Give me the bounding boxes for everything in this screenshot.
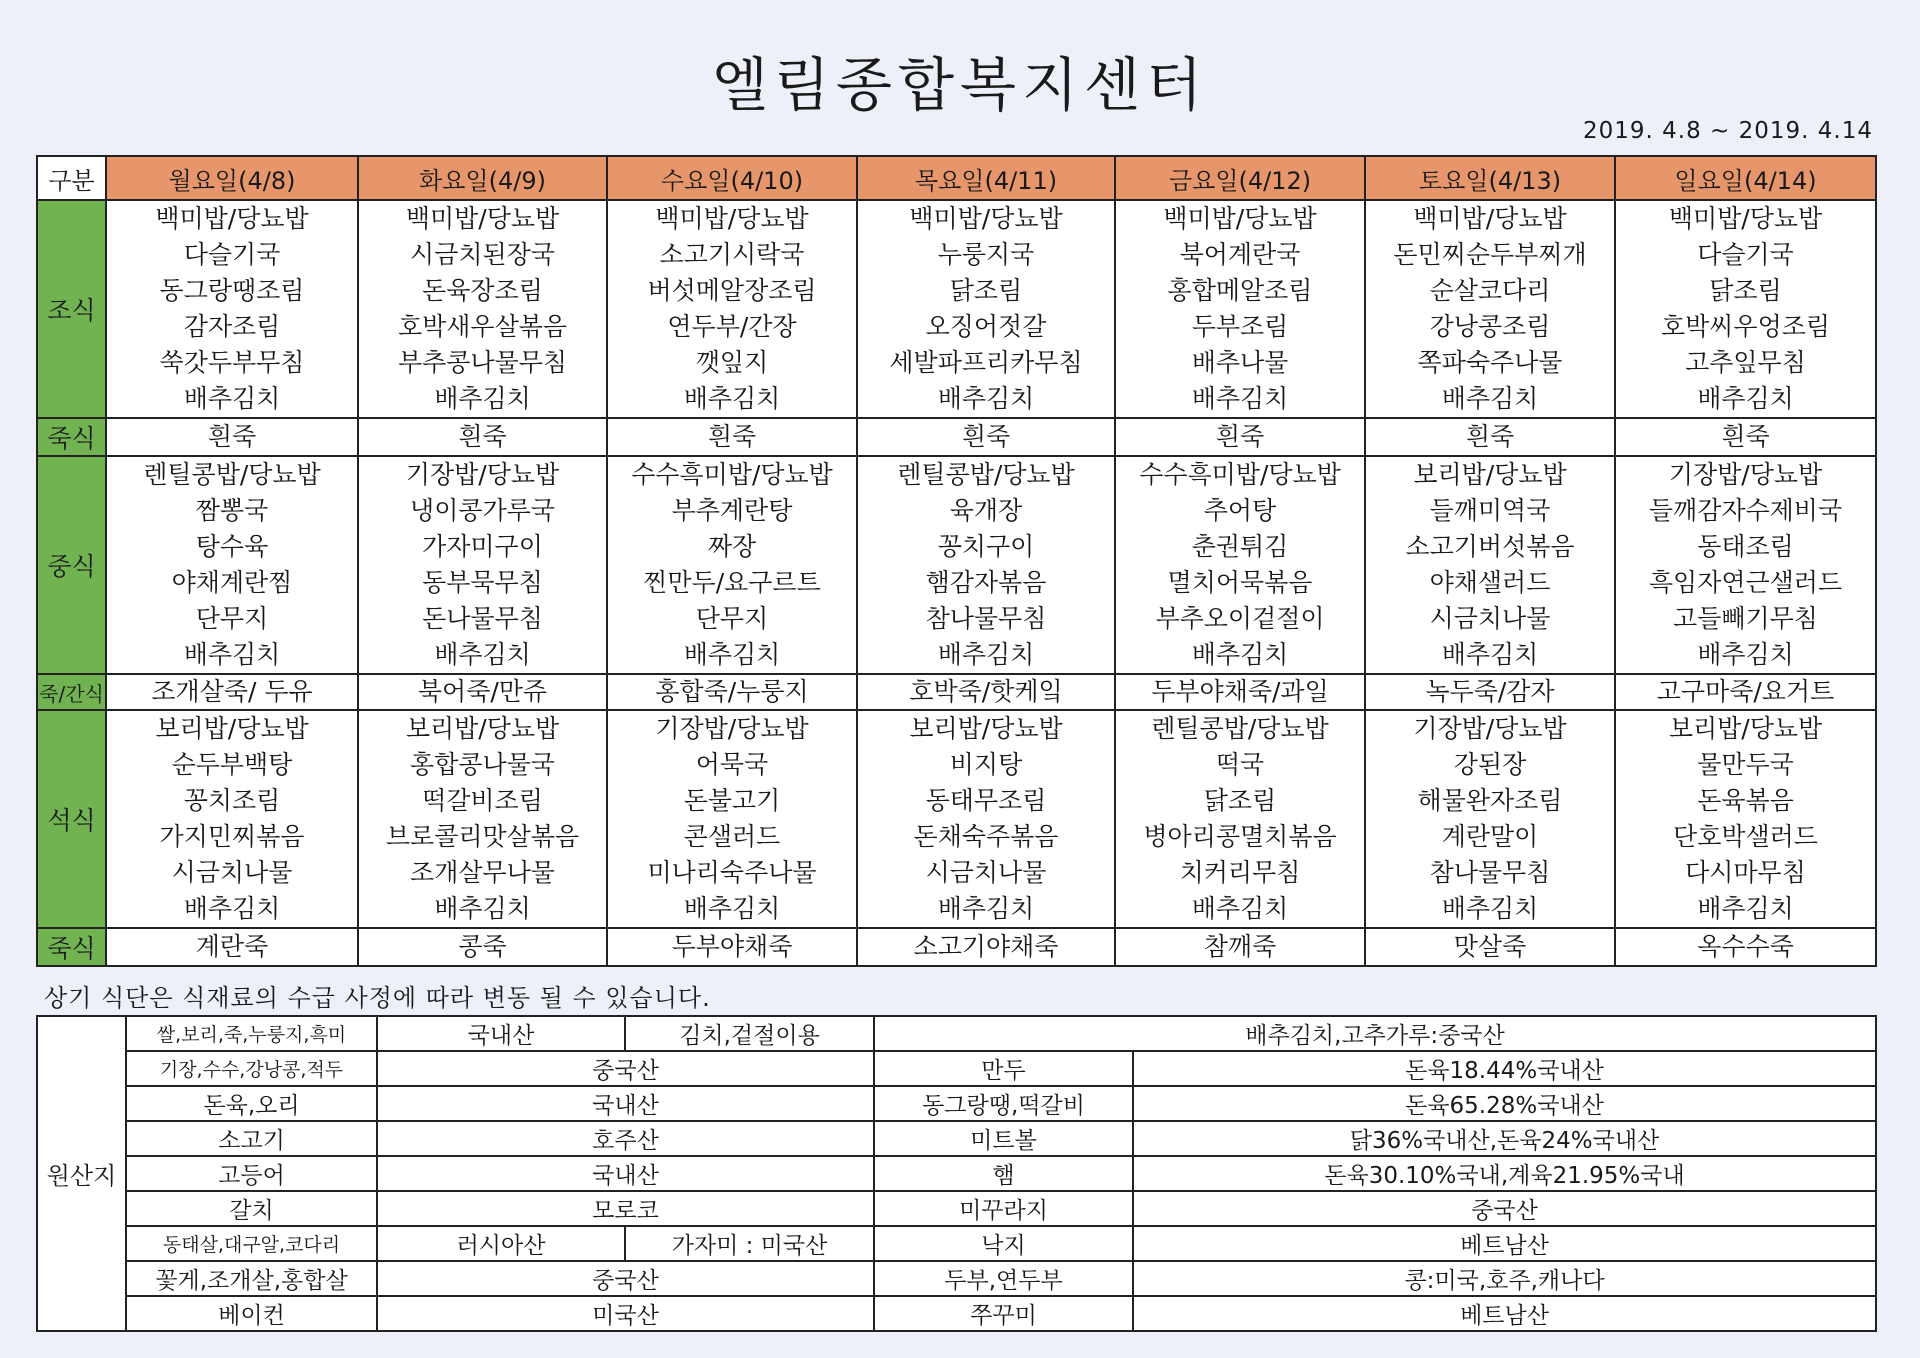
menu-item: 쪽파숙주나물 (1417, 348, 1563, 377)
menu-item: 연두부/간장 (667, 312, 797, 341)
meal-row (37, 928, 1876, 966)
meal-label: 죽식 (37, 418, 106, 456)
notice-text: 상기 식단은 식재료의 수급 사정에 따라 변동 될 수 있습니다. (44, 984, 711, 1012)
menu-item: 치커리무침 (1179, 858, 1301, 887)
menu-item: 기장밥/당뇨밥 (655, 714, 809, 743)
menu-item: 고들빼기무침 (1673, 604, 1818, 633)
page-title: 엘림종합복지센터 (711, 51, 1209, 119)
menu-item: 추어탕 (1203, 496, 1277, 525)
menu-item: 흰죽 (707, 422, 757, 451)
menu-item: 백미밥/당뇨밥 (1163, 204, 1317, 233)
menu-item: 백미밥/당뇨밥 (909, 204, 1063, 233)
menu-item: 닭조림 (1709, 276, 1782, 305)
menu-cell (1365, 928, 1615, 966)
menu-item: 옥수수죽 (1697, 932, 1794, 961)
meal-row (37, 456, 1876, 674)
menu-item: 흰죽 (1465, 422, 1515, 451)
menu-item: 소고기버섯볶음 (1405, 532, 1575, 561)
menu-cell (1365, 200, 1615, 418)
menu-item: 계란말이 (1441, 822, 1539, 851)
menu-item: 배추김치 (1441, 384, 1539, 413)
menu-item: 배추김치 (937, 640, 1035, 669)
menu-item: 흑임자연근샐러드 (1648, 568, 1843, 597)
menu-item: 야채계란찜 (171, 568, 293, 597)
origin-item: 동태살,대구알,코다리 (126, 1226, 377, 1261)
origin-country: 콩:미국,호주,캐나다 (1133, 1261, 1876, 1296)
menu-cell (1615, 200, 1876, 418)
origin-country: 모로코 (377, 1191, 874, 1226)
menu-item: 백미밥/당뇨밥 (1413, 204, 1567, 233)
day-header: 수요일(4/10) (607, 156, 857, 200)
origin-country: 러시아산 (377, 1226, 625, 1261)
menu-item: 들깨미역국 (1429, 496, 1551, 525)
menu-cell (358, 710, 607, 928)
menu-item: 백미밥/당뇨밥 (155, 204, 309, 233)
menu-item: 배추김치 (937, 384, 1035, 413)
origin-row (37, 1016, 1876, 1051)
menu-item: 물만두국 (1697, 750, 1794, 779)
menu-cell (1115, 418, 1365, 456)
menu-item: 배추김치 (183, 640, 281, 669)
menu-cell (1615, 928, 1876, 966)
origin-country: 국내산 (377, 1156, 874, 1191)
menu-item: 깻잎지 (695, 348, 769, 377)
menu-item: 배추김치 (1697, 894, 1794, 923)
date-range: 2019. 4.8 ~ 2019. 4.14 (1583, 118, 1873, 144)
menu-item: 떡갈비조림 (422, 786, 543, 815)
menu-item: 버섯메알장조림 (647, 276, 817, 305)
menu-item: 보리밥/당뇨밥 (909, 714, 1063, 743)
menu-item: 단호박샐러드 (1673, 822, 1818, 851)
menu-item: 부추계란탕 (671, 496, 793, 525)
menu-item: 보리밥/당뇨밥 (405, 714, 560, 743)
menu-item: 찐만두/요구르트 (643, 568, 821, 597)
origin-item: 고등어 (126, 1156, 377, 1191)
menu-item: 백미밥/당뇨밥 (655, 204, 809, 233)
menu-item: 렌틸콩밥/당뇨밥 (897, 460, 1075, 489)
menu-item: 두부야채죽 (671, 932, 793, 961)
menu-item: 홍합콩나물국 (410, 750, 555, 779)
menu-cell (106, 418, 358, 456)
meal-label: 석식 (37, 710, 106, 928)
menu-item: 백미밥/당뇨밥 (1668, 204, 1823, 233)
origin-item: 김치,겉절이용 (625, 1016, 874, 1051)
menu-cell (1115, 456, 1365, 674)
menu-cell (857, 418, 1115, 456)
menu-cell (857, 200, 1115, 418)
origin-item: 쌀,보리,죽,누룽지,흑미 (126, 1016, 377, 1051)
menu-cell (607, 418, 857, 456)
origin-country: 중국산 (377, 1261, 874, 1296)
origin-row (37, 1226, 1876, 1261)
menu-item: 보리밥/당뇨밥 (1413, 460, 1567, 489)
menu-item: 육개장 (949, 496, 1023, 525)
menu-item: 부추콩나물무침 (397, 348, 568, 377)
menu-cell (1615, 674, 1876, 710)
menu-item: 시금치나물 (1429, 604, 1551, 633)
meal-label: 조식 (37, 200, 106, 418)
menu-item: 배추나물 (1191, 348, 1289, 377)
menu-item: 돈불고기 (683, 786, 781, 815)
menu-item: 렌틸콩밥/당뇨밥 (1151, 714, 1329, 743)
menu-item: 부추오이겉절이 (1155, 604, 1325, 633)
menu-item: 누룽지국 (937, 240, 1035, 269)
origin-country: 중국산 (1133, 1191, 1876, 1226)
origin-item: 꽃게,조개살,홍합살 (126, 1261, 377, 1296)
origin-item: 미트볼 (874, 1121, 1133, 1156)
day-header: 토요일(4/13) (1365, 156, 1615, 200)
meal-row (37, 710, 1876, 928)
origin-row (37, 1156, 1876, 1191)
menu-item: 배추김치 (434, 640, 531, 669)
menu-item: 꽁치구이 (937, 532, 1035, 561)
origin-item: 쭈꾸미 (874, 1296, 1133, 1331)
menu-cell (1615, 418, 1876, 456)
menu-item: 고추잎무침 (1685, 348, 1806, 377)
origin-country: 돈육30.10%국내,계육21.95%국내 (1133, 1156, 1876, 1191)
menu-item: 계란죽 (195, 932, 269, 961)
weekly-menu-table (36, 155, 1877, 967)
origin-row (37, 1086, 1876, 1121)
origin-item: 기장,수수,강낭콩,적두 (126, 1051, 377, 1086)
menu-item: 호박새우살볶음 (397, 312, 568, 341)
menu-item: 참나물무침 (1429, 858, 1551, 887)
menu-item: 배추김치 (683, 894, 781, 923)
menu-cell (1615, 456, 1876, 674)
menu-item: 흰죽 (1215, 422, 1265, 451)
menu-item: 소고기시락국 (659, 240, 805, 269)
menu-item: 배추김치 (434, 894, 531, 923)
meal-label: 죽/간식 (37, 674, 106, 710)
menu-cell (1365, 418, 1615, 456)
meal-label: 죽식 (37, 928, 106, 966)
origin-item: 베이컨 (126, 1296, 377, 1331)
menu-item: 돈육장조림 (422, 276, 543, 305)
menu-item: 조개살죽/ 두유 (151, 677, 313, 706)
menu-item: 냉이콩가루국 (410, 496, 555, 525)
day-header: 금요일(4/12) (1115, 156, 1365, 200)
origin-row (37, 1121, 1876, 1156)
menu-cell (1365, 456, 1615, 674)
menu-item: 순살코다리 (1429, 276, 1551, 305)
menu-cell (106, 200, 358, 418)
menu-item: 강낭콩조림 (1429, 312, 1551, 341)
menu-item: 시금치나물 (925, 858, 1047, 887)
menu-item: 배추김치 (1191, 640, 1289, 669)
menu-item: 오징어젓갈 (925, 312, 1047, 341)
menu-item: 춘권튀김 (1191, 532, 1289, 561)
menu-item: 멸치어묵볶음 (1167, 568, 1313, 597)
menu-item: 호박죽/핫케잌 (909, 677, 1063, 706)
origin-country: 미국산 (377, 1296, 874, 1331)
menu-item: 두부야채죽/과일 (1151, 677, 1329, 706)
menu-item: 두부조림 (1191, 312, 1289, 341)
menu-item: 참나물무침 (925, 604, 1047, 633)
menu-item: 보리밥/당뇨밥 (155, 714, 309, 743)
menu-item: 수수흑미밥/당뇨밥 (1139, 460, 1341, 489)
menu-item: 소고기야채죽 (913, 932, 1059, 961)
menu-item: 배추김치 (1191, 384, 1289, 413)
menu-cell (607, 674, 857, 710)
origin-item: 소고기 (126, 1121, 377, 1156)
menu-cell (106, 674, 358, 710)
menu-item: 세발파프리카무침 (889, 348, 1083, 377)
menu-item: 북어죽/만쥬 (417, 677, 548, 706)
menu-item: 강된장 (1453, 750, 1527, 779)
origin-item: 돈육,오리 (126, 1086, 377, 1121)
menu-item: 배추김치 (1697, 384, 1794, 413)
menu-item: 미나리숙주나물 (647, 858, 817, 887)
meal-label: 중식 (37, 456, 106, 674)
menu-item: 닭조림 (949, 276, 1023, 305)
menu-item: 렌틸콩밥/당뇨밥 (143, 460, 321, 489)
menu-item: 브로콜리맛살볶음 (385, 822, 580, 851)
menu-item: 단무지 (695, 604, 769, 633)
day-header-row (37, 156, 1876, 200)
menu-cell (1115, 674, 1365, 710)
origin-row (37, 1261, 1876, 1296)
menu-item: 돈채숙주볶음 (913, 822, 1059, 851)
day-header: 목요일(4/11) (857, 156, 1115, 200)
menu-cell (1115, 200, 1365, 418)
menu-cell (857, 456, 1115, 674)
menu-item: 돈나물무침 (422, 604, 543, 633)
menu-item: 들깨감자수제비국 (1648, 496, 1843, 525)
menu-item: 감자조림 (183, 312, 281, 341)
origin-country: 베트남산 (1133, 1296, 1876, 1331)
menu-item: 배추김치 (683, 640, 781, 669)
menu-item: 수수흑미밥/당뇨밥 (631, 460, 833, 489)
menu-cell (106, 710, 358, 928)
menu-item: 탕수육 (195, 532, 269, 561)
menu-item: 돈육볶음 (1697, 786, 1794, 815)
menu-cell (358, 928, 607, 966)
origin-item: 동그랑땡,떡갈비 (874, 1086, 1133, 1121)
menu-cell (607, 710, 857, 928)
menu-item: 떡국 (1215, 750, 1265, 779)
menu-item: 조개살무나물 (410, 858, 555, 887)
origin-country: 배추김치,고추가루:중국산 (874, 1016, 1876, 1051)
menu-item: 단무지 (195, 604, 269, 633)
menu-item: 백미밥/당뇨밥 (405, 204, 560, 233)
menu-item: 햄감자볶음 (925, 568, 1047, 597)
menu-item: 배추김치 (1697, 640, 1794, 669)
header-corner: 구분 (37, 156, 106, 200)
day-header: 일요일(4/14) (1615, 156, 1876, 200)
menu-cell (607, 456, 857, 674)
menu-item: 홍합죽/누룽지 (655, 677, 809, 706)
menu-item: 콘샐러드 (683, 822, 781, 851)
menu-item: 순두부백탕 (171, 750, 293, 779)
menu-cell (106, 928, 358, 966)
menu-item: 야채샐러드 (1429, 568, 1551, 597)
menu-cell (106, 456, 358, 674)
menu-item: 흰죽 (458, 422, 507, 451)
menu-item: 배추김치 (1441, 894, 1539, 923)
menu-item: 동그랑땡조림 (159, 276, 305, 305)
origin-table (36, 1015, 1877, 1332)
menu-item: 참깨죽 (1203, 932, 1277, 961)
menu-cell (857, 674, 1115, 710)
menu-item: 고구마죽/요거트 (1656, 677, 1835, 706)
menu-item: 기장밥/당뇨밥 (1668, 460, 1823, 489)
menu-item: 녹두죽/감자 (1425, 677, 1555, 706)
menu-item: 동부묵무침 (422, 568, 543, 597)
origin-item: 갈치 (126, 1191, 377, 1226)
day-header: 화요일(4/9) (358, 156, 607, 200)
menu-cell (607, 928, 857, 966)
menu-item: 흰죽 (1721, 422, 1770, 451)
origin-country: 베트남산 (1133, 1226, 1876, 1261)
origin-row (37, 1191, 1876, 1226)
menu-item: 배추김치 (1191, 894, 1289, 923)
menu-item: 해물완자조림 (1417, 786, 1563, 815)
menu-item: 배추김치 (183, 894, 281, 923)
menu-item: 배추김치 (1441, 640, 1539, 669)
menu-item: 홍합메알조림 (1167, 276, 1313, 305)
origin-item: 만두 (874, 1051, 1133, 1086)
meal-row (37, 200, 1876, 418)
menu-item: 짬뽕국 (195, 496, 269, 525)
origin-item: 햄 (874, 1156, 1133, 1191)
menu-item: 기장밥/당뇨밥 (405, 460, 560, 489)
menu-item: 콩죽 (458, 932, 507, 961)
origin-country: 돈육65.28%국내산 (1133, 1086, 1876, 1121)
menu-item: 꽁치조림 (183, 786, 281, 815)
menu-item: 호박씨우엉조림 (1660, 312, 1831, 341)
origin-row (37, 1296, 1876, 1331)
menu-item: 보리밥/당뇨밥 (1668, 714, 1823, 743)
menu-item: 닭조림 (1203, 786, 1277, 815)
origin-row (37, 1051, 1876, 1086)
origin-country: 가자미 : 미국산 (625, 1226, 874, 1261)
origin-item: 미꾸라지 (874, 1191, 1133, 1226)
origin-country: 국내산 (377, 1016, 625, 1051)
menu-item: 동태무조림 (925, 786, 1047, 815)
menu-item: 북어계란국 (1179, 240, 1301, 269)
menu-item: 동태조림 (1697, 532, 1794, 561)
menu-item: 배추김치 (183, 384, 281, 413)
menu-cell (857, 710, 1115, 928)
menu-item: 배추김치 (937, 894, 1035, 923)
menu-item: 짜장 (707, 532, 757, 561)
menu-item: 비지탕 (949, 750, 1023, 779)
menu-item: 기장밥/당뇨밥 (1413, 714, 1567, 743)
menu-cell (1115, 928, 1365, 966)
menu-cell (1365, 674, 1615, 710)
menu-item: 맛살죽 (1453, 932, 1527, 961)
meal-row (37, 674, 1876, 710)
menu-item: 흰죽 (207, 422, 257, 451)
menu-item: 흰죽 (961, 422, 1011, 451)
menu-item: 가자미구이 (422, 532, 543, 561)
menu-cell (358, 674, 607, 710)
menu-item: 돈민찌순두부찌개 (1393, 240, 1587, 269)
menu-item: 배추김치 (683, 384, 781, 413)
menu-cell (358, 200, 607, 418)
day-header: 월요일(4/8) (106, 156, 358, 200)
origin-item: 낙지 (874, 1226, 1133, 1261)
menu-item: 다시마무침 (1685, 858, 1806, 887)
menu-item: 어묵국 (695, 750, 769, 779)
menu-item: 시금치나물 (171, 858, 293, 887)
menu-item: 다슬기국 (1697, 240, 1794, 269)
menu-cell (1115, 710, 1365, 928)
menu-item: 시금치된장국 (410, 240, 555, 269)
menu-item: 쑥갓두부무침 (159, 348, 305, 377)
origin-label: 원산지 (37, 1016, 126, 1331)
origin-country: 닭36%국내산,돈육24%국내산 (1133, 1121, 1876, 1156)
origin-country: 돈육18.44%국내산 (1133, 1051, 1876, 1086)
menu-item: 병아리콩멸치볶음 (1143, 822, 1337, 851)
menu-cell (1365, 710, 1615, 928)
menu-cell (607, 200, 857, 418)
menu-cell (1615, 710, 1876, 928)
menu-item: 다슬기국 (183, 240, 281, 269)
origin-country: 호주산 (377, 1121, 874, 1156)
origin-country: 국내산 (377, 1086, 874, 1121)
menu-item: 배추김치 (434, 384, 531, 413)
menu-cell (857, 928, 1115, 966)
menu-cell (358, 456, 607, 674)
menu-item: 가지민찌볶음 (159, 822, 305, 851)
origin-item: 두부,연두부 (874, 1261, 1133, 1296)
origin-country: 중국산 (377, 1051, 874, 1086)
menu-cell (358, 418, 607, 456)
meal-row (37, 418, 1876, 456)
